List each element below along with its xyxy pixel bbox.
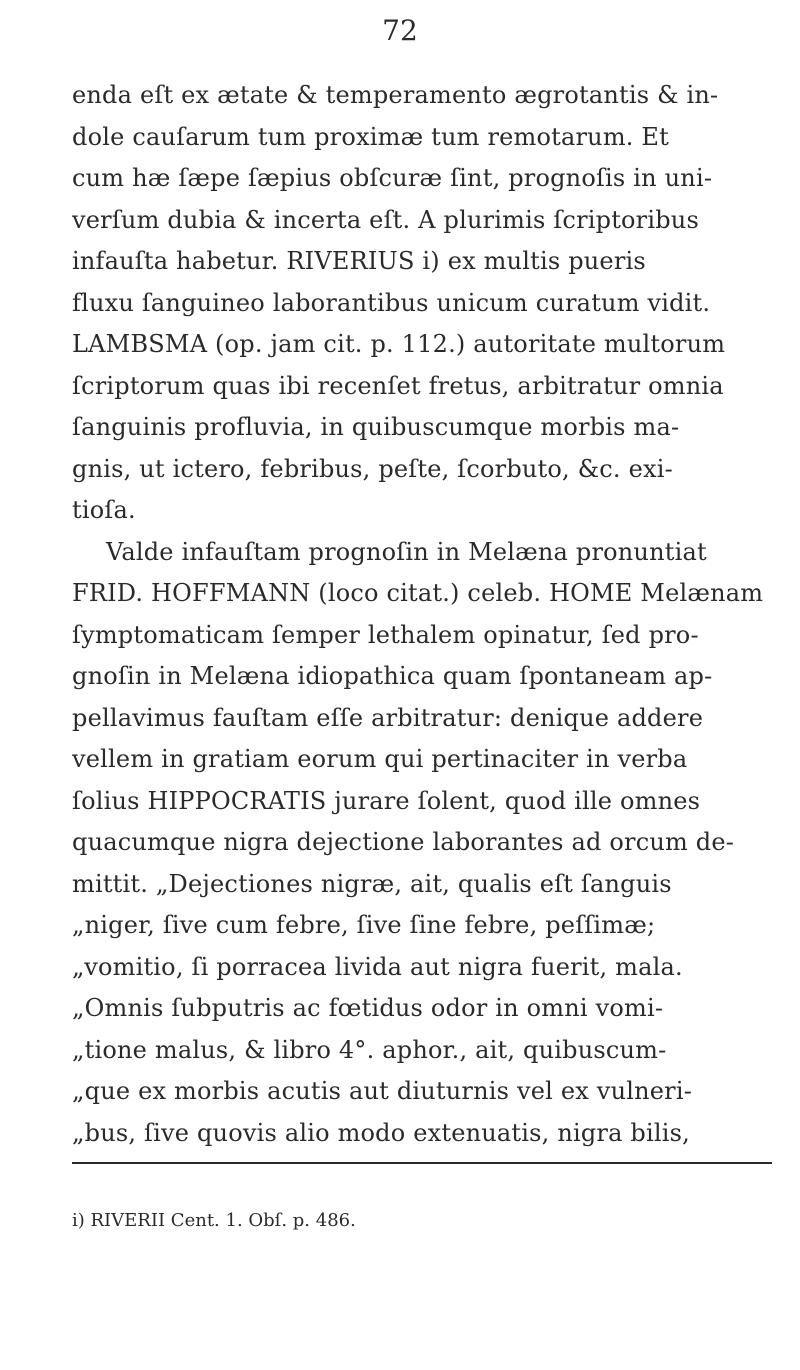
- page-number: 72: [382, 14, 418, 47]
- text-line: „niger, ſive cum febre, ſive ſine febre, peſſimæ;: [72, 911, 656, 939]
- text-line: „Omnis ſubputris ac fœtidus odor in omni vomi-: [72, 994, 664, 1022]
- text-line: cum hæ ſæpe ſæpius obſcuræ ſint, prognoſis in uni-: [72, 164, 713, 192]
- text-line: „bus, ſive quovis alio modo extenuatis, nigra bilis,: [72, 1118, 690, 1147]
- text-line: ſolius HIPPOCRATIS jurare ſolent, quod ille omnes: [72, 786, 701, 815]
- text-line: „tione malus, & libro 4°. aphor., ait, quibuscum-: [72, 1035, 667, 1064]
- paragraph-start-line: Valde infauſtam prognoſin in Melæna pronuntiat: [106, 537, 707, 566]
- text-line: enda eſt ex ætate & temperamento ægrotantis & in-: [72, 81, 719, 109]
- text-line: „que ex morbis acutis aut diuturnis vel ex vulneri-: [72, 1077, 693, 1105]
- text-line: LAMBSMA (op. jam cit. p. 112.) autoritate multorum: [72, 330, 726, 358]
- text-line: ſcriptorum quas ibi recenſet fretus, arbitratur omnia: [72, 371, 724, 400]
- text-line: ſymptomaticam ſemper lethalem opinatur, ſed pro-: [72, 620, 699, 649]
- text-line: „vomitio, ſi porracea livida aut nigra fuerit, mala.: [72, 952, 683, 981]
- text-line: mittit. „Dejectiones nigræ, ait, qualis eſt ſanguis: [72, 869, 672, 898]
- text-line: tioſa.: [72, 496, 136, 524]
- text-line: verſum dubia & incerta eſt. A plurimis ſcriptoribus: [72, 205, 699, 234]
- body-text: [72, 75, 772, 1154]
- text-line: gnis, ut ictero, febribus, peſte, ſcorbuto, &c. exi-: [72, 454, 673, 483]
- text-line: dole cauſarum tum proximæ tum remotarum. Et: [72, 122, 669, 151]
- text-line: pellavimus fauſtam eſſe arbitratur: denique addere: [72, 703, 704, 732]
- text-line: quacumque nigra dejectione laborantes ad orcum de-: [72, 828, 735, 856]
- text-line: vellem in gratiam eorum qui pertinaciter in verba: [72, 745, 688, 773]
- footnote: i) RIVERII Cent. 1. Obſ. p. 486.: [72, 1210, 356, 1231]
- text-line: fluxu ſanguineo laborantibus unicum curatum vidit.: [72, 288, 711, 317]
- text-line: gnoſin in Melæna idiopathica quam ſpontaneam ap-: [72, 662, 713, 690]
- text-line: ſanguinis profluvia, in quibuscumque morbis ma-: [72, 413, 680, 441]
- text-line: infauſta habetur. RIVERIUS i) ex multis pueris: [72, 247, 646, 275]
- footnote-divider: [72, 1162, 772, 1164]
- text-line: FRID. HOFFMANN (loco citat.) celeb. HOME Melænam: [72, 579, 764, 607]
